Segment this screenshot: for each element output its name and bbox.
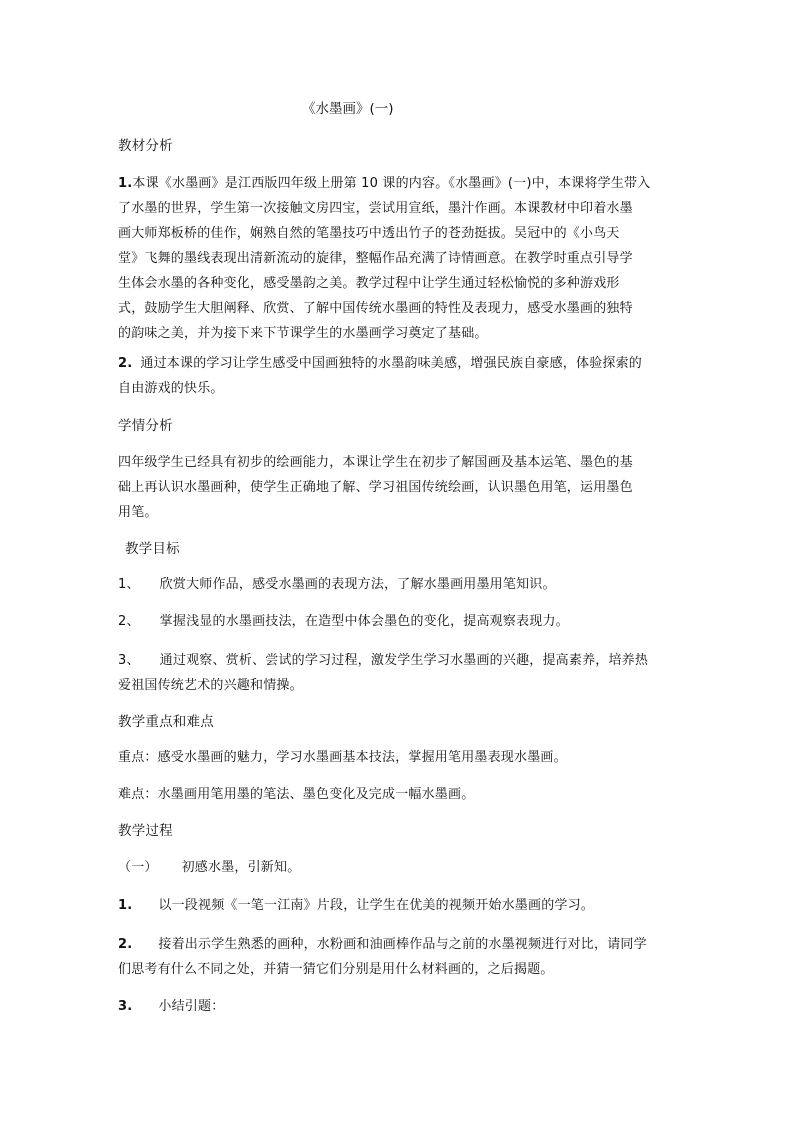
students-line-1: 四年级学生已经具有初步的绘画能力，本课让学生在初步了解国画及基本运笔、墨色的基 — [118, 455, 633, 470]
goal-3-line-2: 爱祖国传统艺术的兴趣和情操。 — [118, 678, 303, 693]
process-item-1: 1. 以一段视频《一笔一江南》片段，让学生在优美的视频开始水墨画的学习。 — [118, 898, 594, 913]
paragraph-1-line-6: 式，鼓励学生大胆阐释、欣赏、了解中国传统水墨画的特性及表现力，感受水墨画的独特 — [118, 301, 633, 316]
process-item-2-number: 2. — [118, 937, 133, 952]
process-item-2-line-2: 们思考有什么不同之处，并猜一猜它们分别是用什么材料画的，之后揭题。 — [118, 962, 554, 977]
difficult-point: 难点：水墨画用笔用墨的笔法、墨色变化及完成一幅水墨画。 — [118, 787, 475, 802]
paragraph-1-number: 1. — [118, 176, 133, 191]
document-title: 《水墨画》(一) — [302, 101, 394, 117]
process-step-paren: （一） — [118, 860, 158, 875]
paragraph-1-line-3: 画大师郑板桥的佳作，娴熟自然的笔墨技巧中透出竹子的苍劲挺拔。吴冠中的《小鸟天 — [118, 226, 620, 241]
section-heading-textbook: 教材分析 — [118, 138, 173, 154]
process-item-1-number: 1. — [118, 898, 133, 913]
key-point: 重点：感受水墨画的魅力，学习水墨画基本技法，掌握用笔用墨表现水墨画。 — [118, 750, 567, 765]
goal-3-number: 3、 — [118, 653, 140, 668]
paragraph-1-line-2: 了水墨的世界，学生第一次接触文房四宝，尝试用宣纸，墨汁作画。本课教材中印着水墨 — [118, 201, 633, 216]
process-item-3: 3. 小结引题： — [118, 999, 225, 1014]
paragraph-2-line-2: 自由游戏的快乐。 — [118, 381, 224, 396]
paragraph-1-line-5: 生体会水墨的各种变化，感受墨韵之美。教学过程中让学生通过轻松愉悦的多种游戏形 — [118, 276, 620, 291]
goal-1: 1、 欣赏大师作品，感受水墨画的表现方法，了解水墨画用墨用笔知识。 — [118, 577, 556, 592]
section-heading-key-points: 教学重点和难点 — [118, 714, 214, 730]
paragraph-2-number: 2. — [118, 356, 133, 371]
goal-2-number: 2、 — [118, 614, 140, 629]
section-heading-students: 学情分析 — [118, 418, 173, 434]
goal-1-number: 1、 — [118, 577, 140, 592]
students-line-2: 础上再认识水墨画种，使学生正确地了解、学习祖国传统绘画，认识墨色用笔，运用墨色 — [118, 480, 633, 495]
goal-3-line-1: 3、 通过观察、赏析、尝试的学习过程，激发学生学习水墨画的兴趣，提高素养，培养热 — [118, 653, 649, 668]
goal-2: 2、 掌握浅显的水墨画技法，在造型中体会墨色的变化，提高观察表现力。 — [118, 614, 569, 629]
paragraph-1-line-7: 的韵味之美，并为接下来下节课学生的水墨画学习奠定了基础。 — [118, 326, 488, 341]
process-step-1-heading: （一） 初感水墨，引新知。 — [118, 860, 301, 875]
paragraph-1-line-4: 堂》飞舞的墨线表现出清新流动的旋律，整幅作品充满了诗情画意。在教学时重点引导学 — [118, 251, 633, 266]
process-item-2-line-1: 2. 接着出示学生熟悉的画种，水粉画和油画棒作品与之前的水墨视频进行对比，请同学 — [118, 937, 647, 952]
section-heading-goals: 教学目标 — [125, 541, 180, 557]
paragraph-2-line-1: 2. 通过本课的学习让学生感受中国画独特的水墨韵味美感，增强民族自豪感，体验探索的 — [118, 356, 642, 371]
process-item-3-number: 3. — [118, 999, 133, 1014]
section-heading-process: 教学过程 — [118, 823, 173, 839]
students-line-3: 用笔。 — [118, 505, 158, 520]
paragraph-1-line-1: 1.本课《水墨画》是江西版四年级上册第 10 课的内容。《水墨画》(一)中，本课将学生带入 — [118, 176, 651, 191]
